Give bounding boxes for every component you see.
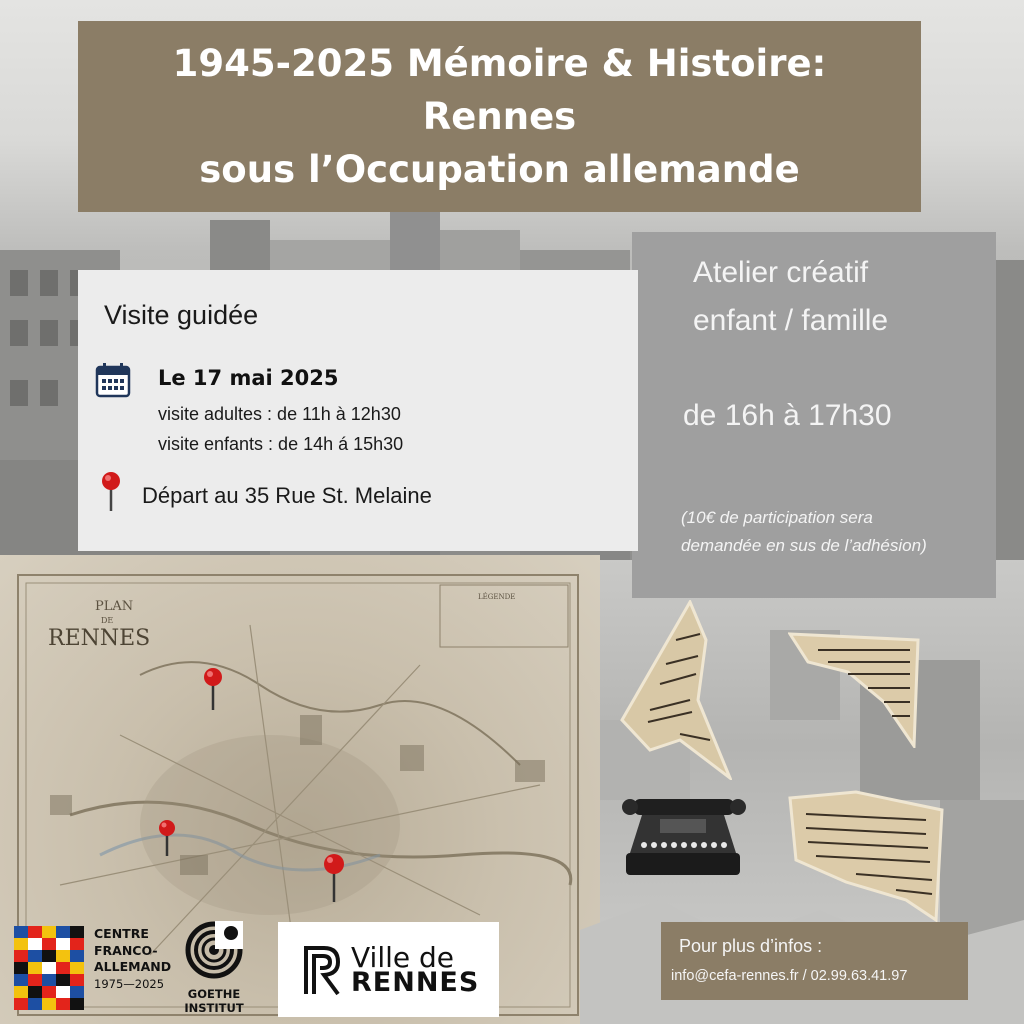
newspaper-scrap (788, 632, 924, 748)
title-line-3: sous l’Occupation allemande (199, 148, 800, 191)
map-title-plan: PLAN (95, 599, 134, 614)
goethe-institut-logo (183, 921, 245, 1017)
map-legend: LÉGENDE (478, 593, 516, 601)
workshop-title-line-1: Atelier créatif (693, 256, 869, 289)
cfa-years: 1975—2025 (94, 976, 165, 991)
map-pin-icon (200, 666, 226, 712)
info-box (661, 922, 968, 1000)
rennes-logo-line-2: RENNES (351, 967, 480, 998)
typewriter-icon (620, 793, 746, 883)
cfa-line-1: CENTRE (94, 926, 149, 941)
cfa-line-2: FRANCO- (94, 942, 158, 958)
visit-departure: Départ au 35 Rue St. Melaine (142, 483, 432, 508)
title-line-1: 1945-2025 Mémoire & Histoire: (172, 42, 827, 85)
map-title-city: RENNES (48, 626, 151, 651)
newspaper-scrap (786, 790, 946, 922)
visit-adults: visite adultes : de 11h à 12h30 (158, 404, 401, 424)
goethe-logo-mark (185, 921, 243, 979)
info-contact: info@cefa-rennes.fr / 02.99.63.41.97 (671, 968, 908, 984)
goethe-logo-text (183, 987, 245, 1015)
map-title-de: DE (101, 616, 114, 625)
map-pin-icon (155, 818, 179, 858)
rennes-r-mark (302, 944, 342, 996)
cfa-line-3: ALLEMAND (94, 959, 172, 974)
ville-de-rennes-logo (278, 922, 499, 1017)
visit-children: visite enfants : de 14h á 15h30 (158, 434, 404, 454)
title-line-2: Rennes (422, 95, 577, 138)
map-pin-icon (100, 471, 122, 513)
calendar-icon (95, 362, 131, 398)
visit-date: Le 17 mai 2025 (158, 366, 339, 390)
goethe-line-1: GOETHE (187, 987, 241, 1001)
visit-heading: Visite guidée (104, 300, 259, 330)
goethe-line-2: INSTITUT (184, 1001, 244, 1015)
guided-visit-panel (78, 270, 638, 551)
map-pin-icon (320, 852, 348, 904)
workshop-time: de 16h à 17h30 (683, 399, 892, 432)
cfa-logo-grid (14, 926, 84, 1010)
workshop-panel (632, 232, 996, 598)
workshop-note-line-2: demandée en sus de l’adhésion) (681, 536, 927, 555)
info-label: Pour plus d’infos : (679, 936, 823, 956)
newspaper-scrap (620, 600, 732, 780)
cfa-logo-text (94, 926, 194, 992)
title-banner (78, 21, 921, 212)
workshop-note-line-1: (10€ de participation sera (681, 508, 873, 527)
workshop-title-line-2: enfant / famille (693, 304, 889, 337)
rennes-logo-line-1: Ville de (351, 941, 455, 974)
